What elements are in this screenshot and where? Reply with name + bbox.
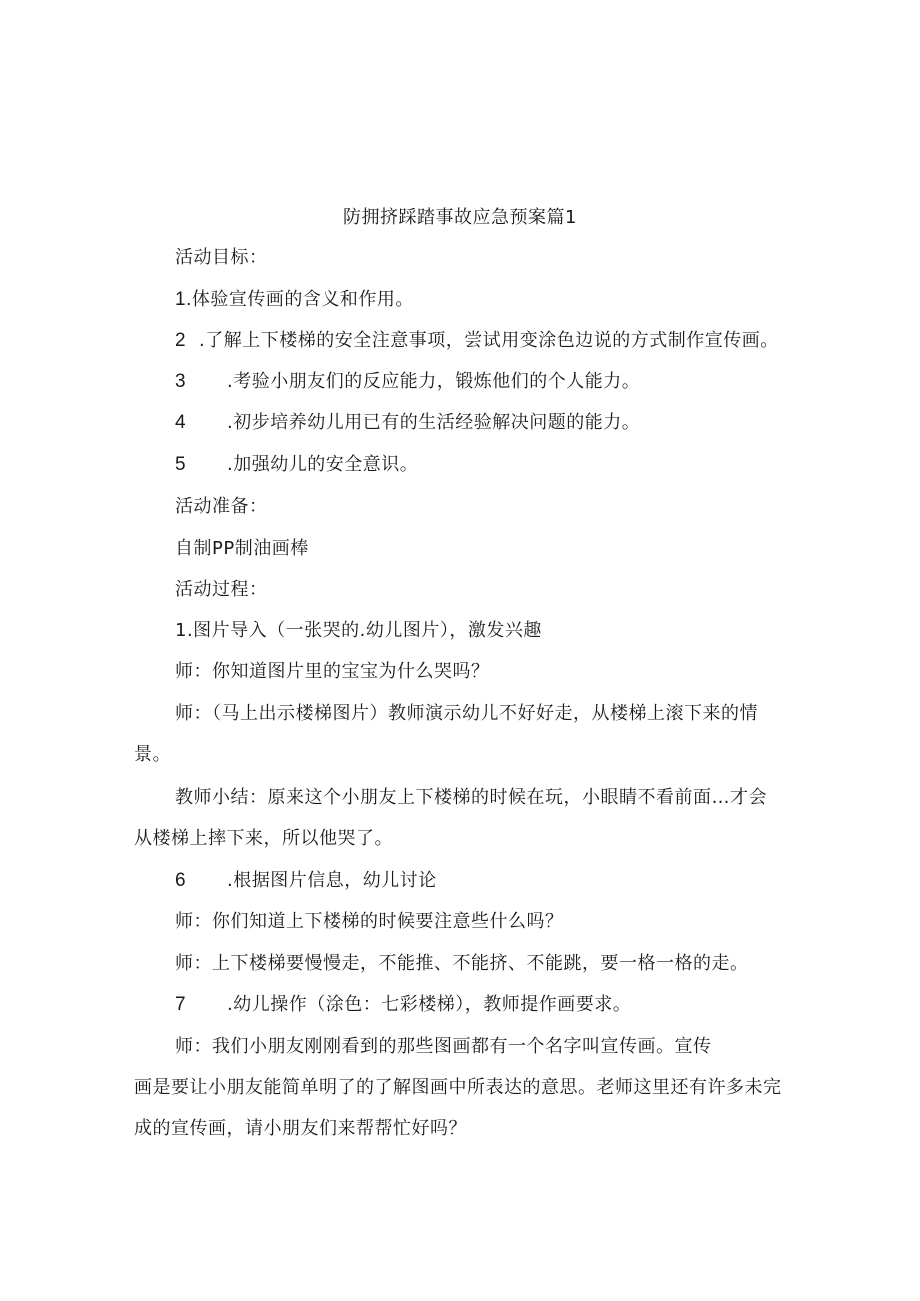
objective-item-1	[175, 288, 414, 312]
objective-number: 2	[175, 330, 187, 351]
objective-item-5	[175, 453, 418, 477]
objective-item-3	[175, 370, 640, 394]
objective-text: .初步培养幼儿用已有的生活经验解决问题的能力。	[227, 412, 641, 433]
paragraph-3-line-1: 师：我们小朋友刚刚看到的那些图画都有一个名字叫宣传画。宣传	[175, 1036, 712, 1057]
process-heading: 活动过程：	[175, 579, 268, 600]
objective-text: 体验宣传画的含义和作用。	[191, 289, 414, 310]
objective-item-2	[175, 329, 779, 353]
step-text: .根据图片信息，幼儿讨论	[227, 870, 437, 891]
paragraph-1-line-1: 师：（马上出示楼梯图片）教师演示幼儿不好好走，从楼梯上滚下来的情	[175, 703, 758, 724]
step-text: .幼儿操作（涂色：七彩楼梯），教师提作画要求。	[227, 994, 632, 1015]
prep-heading: 活动准备：	[175, 496, 268, 517]
step-number: 6	[175, 870, 187, 891]
objective-number: 3	[175, 371, 187, 392]
objective-item-4	[175, 411, 640, 435]
teacher-question-2: 师：你们知道上下楼梯的时候要注意些什么吗？	[175, 911, 564, 932]
objective-number: 1.	[175, 289, 192, 310]
step-7	[175, 993, 631, 1017]
teacher-answer-2: 师：上下楼梯要慢慢走，不能推、不能挤、不能跳，要一格一格的走。	[175, 953, 749, 974]
objective-text: .考验小朋友们的反应能力，锻炼他们的个人能力。	[227, 371, 641, 392]
step-number: 7	[175, 994, 187, 1015]
document-title: 防拥挤踩踏事故应急预案篇1	[343, 207, 577, 228]
paragraph-2-line-1: 教师小结：原来这个小朋友上下楼梯的时候在玩，小眼睛不看前面…才会	[175, 787, 767, 808]
objective-number: 4	[175, 412, 187, 433]
prep-text: 自制PP制油画棒	[175, 538, 309, 559]
objective-number: 5	[175, 454, 187, 475]
paragraph-2-line-2: 从楼梯上摔下来，所以他哭了。	[134, 828, 393, 849]
objective-text: .了解上下楼梯的安全注意事项，尝试用变涂色边说的方式制作宣传画。	[199, 330, 779, 351]
teacher-question-1: 师：你知道图片里的宝宝为什么哭吗？	[175, 661, 490, 682]
paragraph-3-line-2: 画是要让小朋友能简单明了的了解图画中所表达的意思。老师这里还有许多未完	[134, 1077, 782, 1098]
paragraph-1-line-2: 景。	[134, 744, 171, 765]
objectives-heading: 活动目标：	[175, 247, 268, 268]
objective-text: .加强幼儿的安全意识。	[227, 454, 419, 475]
step-1: 1.图片导入（一张哭的.幼儿图片），激发兴趣	[175, 620, 542, 641]
step-6	[175, 869, 437, 893]
paragraph-3-line-3: 成的宣传画，请小朋友们来帮帮忙好吗？	[134, 1118, 467, 1139]
